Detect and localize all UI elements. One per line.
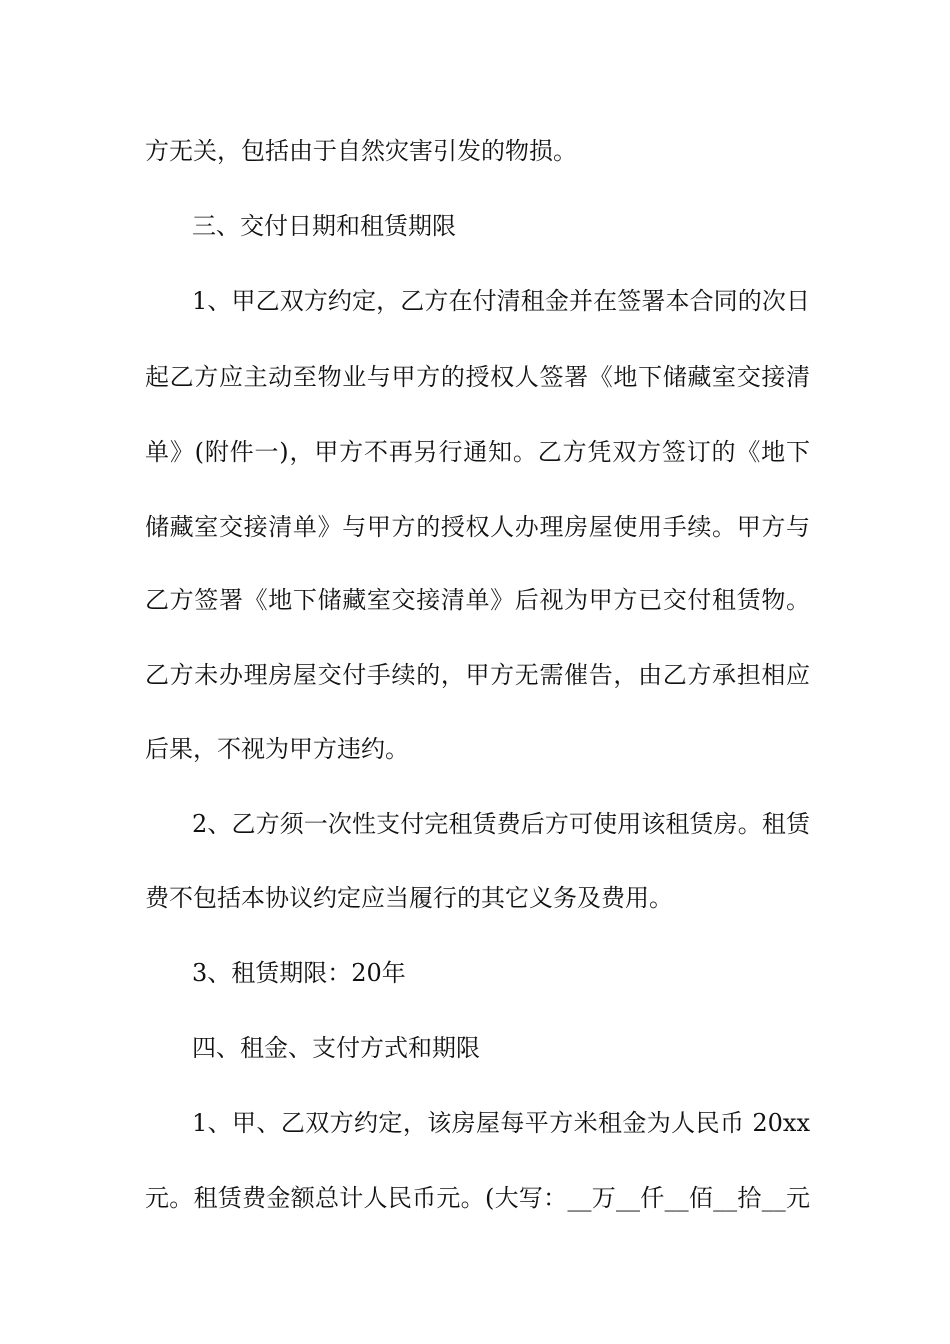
paragraph-line: 费不包括本协议约定应当履行的其它义务及费用。	[145, 884, 673, 912]
paragraph-line: 1、甲乙双方约定，乙方在付清租金并在签署本合同的次日	[192, 287, 810, 315]
paragraph-line: 2、乙方须一次性支付完租赁费后方可使用该租赁房。租赁	[192, 810, 810, 838]
paragraph-line: 乙方签署《地下储藏室交接清单》后视为甲方已交付租赁物。	[145, 586, 810, 614]
paragraph-line: 方无关，包括由于自然灾害引发的物损。	[145, 137, 577, 165]
paragraph-line: 3、租赁期限：20年	[192, 959, 406, 987]
paragraph-line: 储藏室交接清单》与甲方的授权人办理房屋使用手续。甲方与	[145, 513, 810, 541]
paragraph-line: 元。租赁费金额总计人民币元。(大写：__万__仟__佰__拾__元	[145, 1184, 810, 1212]
section-heading: 四、租金、支付方式和期限	[192, 1034, 480, 1062]
paragraph-line: 乙方未办理房屋交付手续的，甲方无需催告，由乙方承担相应	[145, 661, 810, 689]
paragraph-line: 后果，不视为甲方违约。	[145, 735, 409, 763]
paragraph-line: 1、甲、乙双方约定，该房屋每平方米租金为人民币 20xx	[192, 1109, 810, 1137]
paragraph-line: 起乙方应主动至物业与甲方的授权人签署《地下储藏室交接清	[145, 363, 810, 391]
section-heading: 三、交付日期和租赁期限	[192, 212, 456, 240]
paragraph-line: 单》(附件一)，甲方不再另行通知。乙方凭双方签订的《地下	[145, 438, 810, 466]
